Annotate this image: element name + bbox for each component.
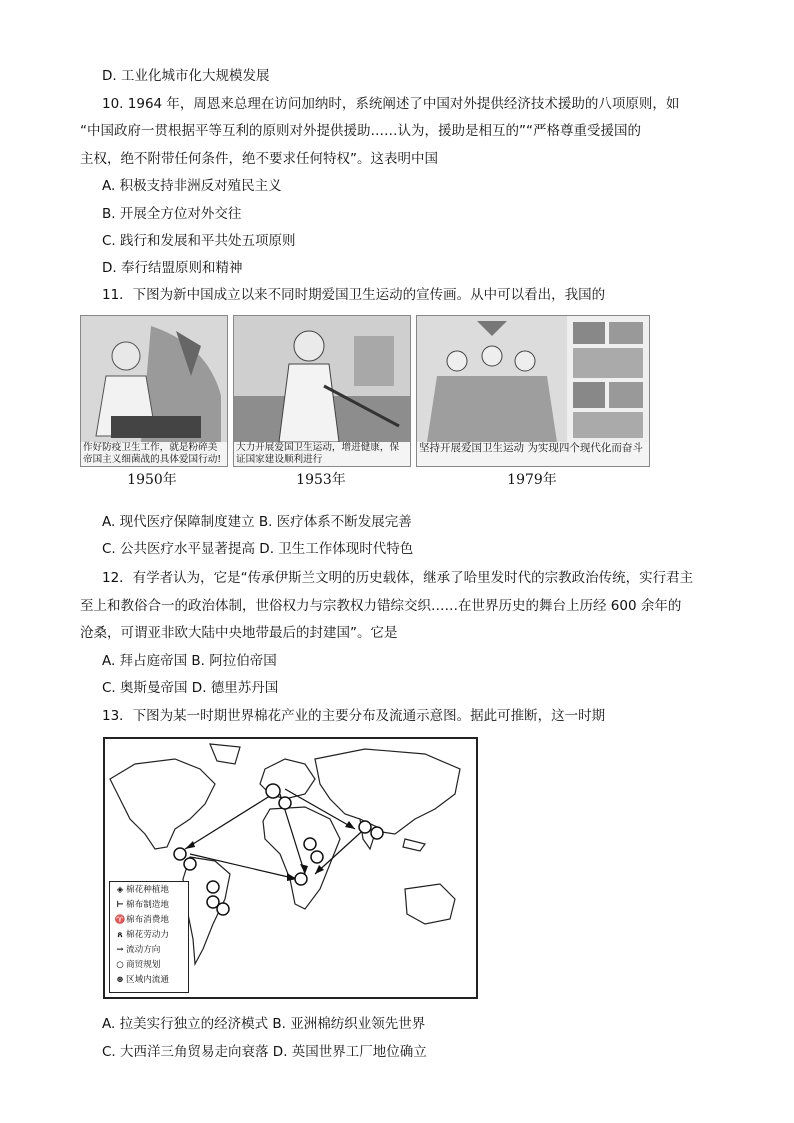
cloth-consumer-icon: ♈ xyxy=(114,915,126,925)
q11-options-line1: A. 现代医疗保障制度建立 B. 医疗体系不断发展完善 xyxy=(102,514,412,530)
q13-options-line2: C. 大西洋三角贸易走向衰落 D. 英国世界工厂地位确立 xyxy=(102,1044,427,1060)
flow-direction-icon: → xyxy=(116,945,124,955)
poster-1953-caption: 大力开展爱国卫生运动，增进健康，保证国家建设顺利进行 xyxy=(236,442,400,465)
q10-stem-line3: 主权，绝不附带任何条件，绝不要求任何特权”。这表明中国 xyxy=(80,151,438,167)
cotton-labor-icon: ጸ xyxy=(117,930,123,940)
poster-1953-illustration xyxy=(234,316,410,442)
legend-label: 棉布消费地 xyxy=(126,915,169,925)
q12-options-line1: A. 拜占庭帝国 B. 阿拉伯帝国 xyxy=(102,653,277,669)
q10-stem-line1: 10. 1964 年，周恩来总理在访问加纳时，系统阐述了中国对外提供经济技术援助的八项原则，如 xyxy=(102,96,680,112)
q12-options-line2: C. 奥斯曼帝国 D. 德里苏丹国 xyxy=(102,680,279,696)
poster-1953 xyxy=(233,315,411,467)
poster-1979 xyxy=(416,315,650,467)
poster-1950 xyxy=(80,315,228,467)
legend-label: 区域内流通 xyxy=(126,975,169,985)
q10-stem-line2: “中国政府一贯根据平等互利的原则对外提供援助……认为，援助是相互的”“严格尊重受援国的 xyxy=(80,123,641,139)
legend-label: 棉花劳动力 xyxy=(126,930,169,940)
legend-label: 棉布制造地 xyxy=(126,900,169,910)
q12-stem-line3: 沧桑，可谓亚非欧大陆中央地带最后的封建国”。它是 xyxy=(80,625,398,641)
q10-option-b: B. 开展全方位对外交往 xyxy=(102,206,242,222)
q11-poster-figure xyxy=(80,315,650,490)
q13-options-line1: A. 拉美实行独立的经济模式 B. 亚洲棉纺织业领先世界 xyxy=(102,1016,426,1032)
poster-1979-year: 1979年 xyxy=(507,472,557,488)
q10-option-a: A. 积极支持非洲反对殖民主义 xyxy=(102,178,282,194)
cotton-plantation-icon: ◈ xyxy=(116,885,124,895)
q13-cotton-map xyxy=(103,737,478,999)
cloth-factory-icon: ⊢ xyxy=(116,900,124,910)
q10-option-d: D. 奉行结盟原则和精神 xyxy=(102,260,243,276)
q13-stem: 13．下图为某一时期世界棉花产业的主要分布及流通示意图。据此可推断，这一时期 xyxy=(102,708,606,724)
q11-options-line2: C. 公共医疗水平显著提高 D. 卫生工作体现时代特色 xyxy=(102,541,414,557)
poster-1950-illustration xyxy=(81,316,227,442)
poster-1950-caption: 作好防疫卫生工作，就是粉碎美帝国主义细菌战的具体爱国行动! xyxy=(83,442,222,465)
poster-1979-caption: 坚持开展爱国卫生运动 为实现四个现代化而奋斗 xyxy=(419,442,643,454)
legend-label: 流动方向 xyxy=(126,945,161,955)
legend-label: 棉花种植地 xyxy=(126,885,169,895)
poster-1953-year: 1953年 xyxy=(296,472,346,488)
poster-1979-illustration xyxy=(417,316,649,442)
q10-option-c: C. 践行和发展和平共处五项原则 xyxy=(102,233,296,249)
poster-1950-year: 1950年 xyxy=(127,472,177,488)
trade-planning-icon: ○ xyxy=(116,960,124,970)
legend-label: 商贸规划 xyxy=(126,960,161,970)
map-legend xyxy=(109,881,189,993)
q12-stem-line1: 12．有学者认为，它是“传承伊斯兰文明的历史载体，继承了哈里发时代的宗教政治传统，实行君主 xyxy=(102,570,694,586)
q12-stem-line2: 至上和教俗合一的政治体制，世俗权力与宗教权力错综交织……在世界历史的舞台上历经 600 余年的 xyxy=(80,598,682,614)
q11-stem: 11．下图为新中国成立以来不同时期爱国卫生运动的宣传画。从中可以看出，我国的 xyxy=(102,287,606,303)
regional-circulation-icon: ⊛ xyxy=(116,975,124,985)
q9-option-d: D. 工业化城市化大规模发展 xyxy=(102,68,270,84)
